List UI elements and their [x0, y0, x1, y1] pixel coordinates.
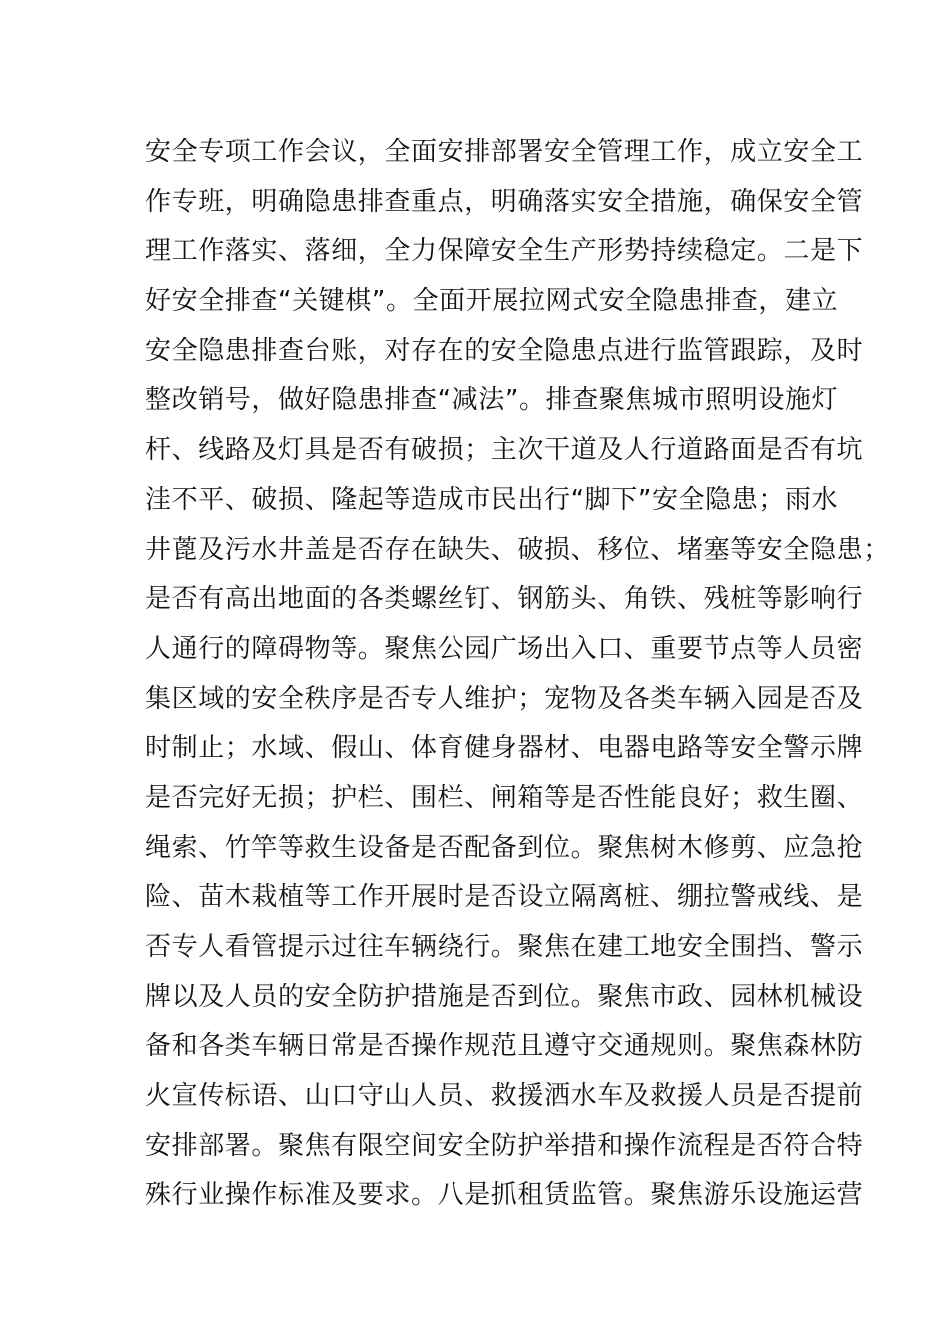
text-line-14: 是否完好无损；护栏、围栏、闸箱等是否性能良好；救生圈、: [145, 782, 864, 813]
text-line-1: 安全专项工作会议，全面安排部署安全管理工作，成立安全工: [145, 137, 864, 167]
text-line-7: 杆、线路及灯具是否有破损；主次干道及人行道路面是否有坑: [145, 435, 864, 466]
text-line-10: 是否有高出地面的各类螺丝钉、钢筋头、角铁、残桩等影响行: [145, 584, 864, 615]
text-line-2: 作专班，明确隐患排查重点，明确落实安全措施，确保安全管: [145, 186, 864, 217]
text-line-12: 集区域的安全秩序是否专人维护；宠物及各类车辆入园是否及: [145, 683, 864, 714]
text-line-22: 殊行业操作标准及要求。八是抓租赁监管。聚焦游乐设施运营: [145, 1180, 864, 1211]
text-line-4: 好安全排查“关键棋”。全面开展拉网式安全隐患排查，建立: [145, 286, 839, 317]
text-line-8: 洼不平、破损、隆起等造成市民出行“脚下”安全隐患；雨水: [145, 484, 839, 515]
text-line-17: 否专人看管提示过往车辆绕行。聚焦在建工地安全围挡、警示: [145, 932, 864, 962]
text-line-18: 牌以及人员的安全防护措施是否到位。聚焦市政、园林机械设: [145, 981, 864, 1012]
text-line-19: 备和各类车辆日常是否操作规范且遵守交通规则。聚焦森林防: [145, 1031, 864, 1062]
text-line-16: 险、苗木栽植等工作开展时是否设立隔离桩、绷拉警戒线、是: [145, 882, 864, 913]
body-text: [145, 128, 890, 1221]
text-line-20: 火宣传标语、山口守山人员、救援洒水车及救援人员是否提前: [145, 1081, 864, 1112]
text-line-5: 安全隐患排查台账，对存在的安全隐患点进行监管跟踪，及时: [145, 335, 864, 366]
text-line-11: 人通行的障碍物等。聚焦公园广场出入口、重要节点等人员密: [145, 633, 864, 664]
text-line-3: 理工作落实、落细，全力保障安全生产形势持续稳定。二是下: [145, 236, 864, 267]
text-line-9: 井蓖及污水井盖是否存在缺失、破损、移位、堵塞等安全隐患；: [145, 534, 890, 565]
text-line-6: 整改销号，做好隐患排查“减法”。排查聚焦城市照明设施灯: [145, 385, 839, 416]
text-line-13: 时制止；水域、假山、体育健身器材、电器电路等安全警示牌: [145, 733, 864, 764]
text-line-21: 安排部署。聚焦有限空间安全防护举措和操作流程是否符合特: [145, 1130, 864, 1161]
text-line-15: 绳索、竹竿等救生设备是否配备到位。聚焦树木修剪、应急抢: [145, 832, 864, 863]
